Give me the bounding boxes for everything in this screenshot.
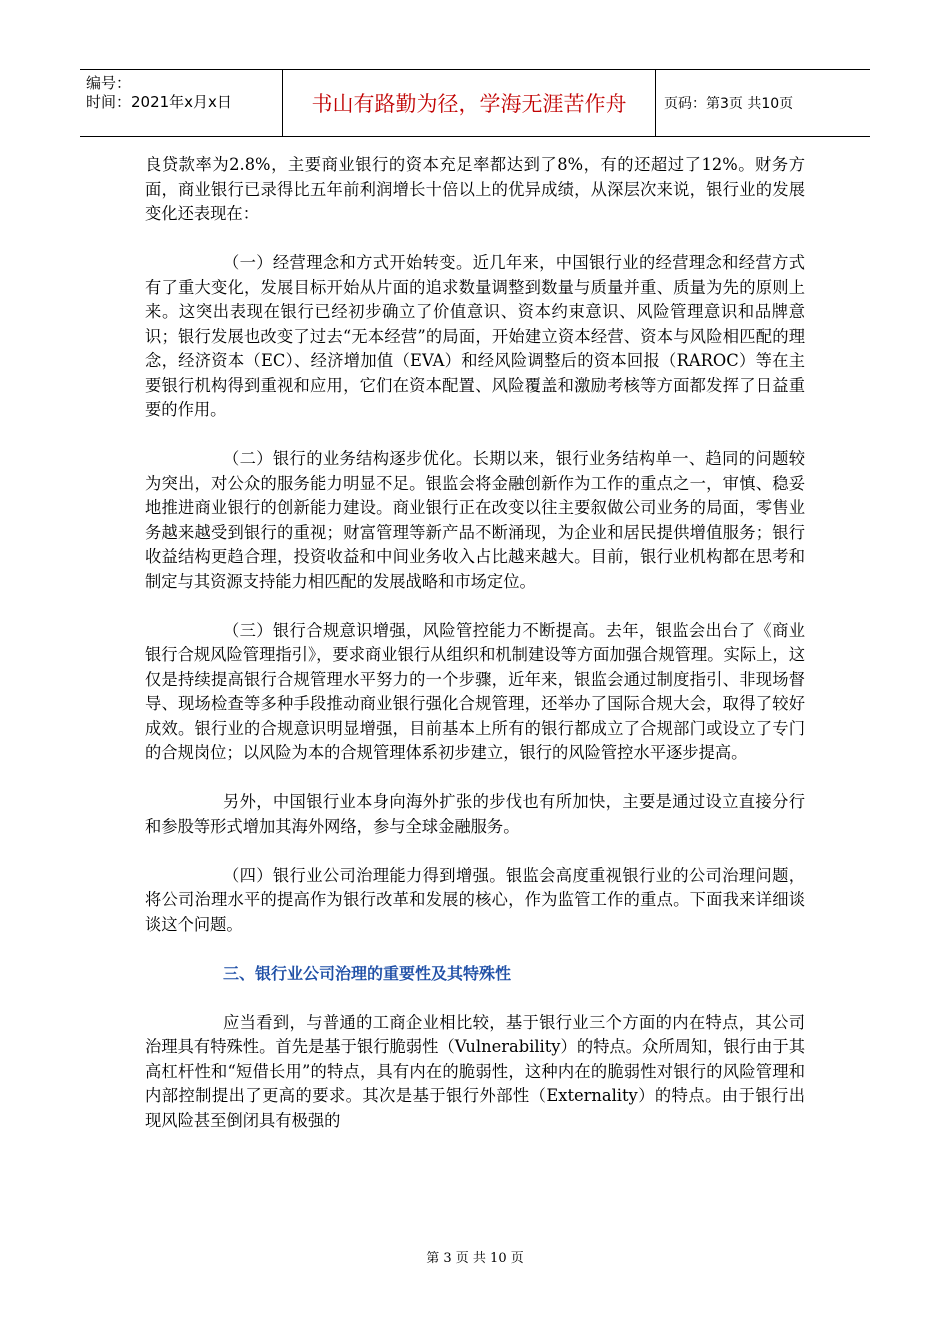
page-header: [80, 69, 870, 137]
paragraph: （三）银行合规意识增强，风险管控能力不断提高。去年，银监会出台了《商业银行合规风险管理指引》，要求商业银行从组织和机制建设等方面加强合规管理。实际上，这仅是持续提高银行合规管理水平努力的一个步骤，近年来，银监会通过制度指引、非现场督导、现场检查等多种手段推动商业银行强化合规管理，还举办了国际合规大会，取得了较好成效。银行业的合规意识明显增强，目前基本上所有的银行都成立了合规部门或设立了专门的合规岗位；以风险为本的合规管理体系初步建立，银行的风险管控水平逐步提高。: [145, 620, 805, 762]
page-footer: 第 3 页 共 10 页: [426, 1251, 524, 1266]
paragraph: 良贷款率为2.8%，主要商业银行的资本充足率都达到了8%，有的还超过了12%。财务方面，商业银行已录得比五年前利润增长十倍以上的优异成绩，从深层次来说，银行业的发展变化还表现在：: [145, 155, 805, 223]
paragraph: （四）银行业公司治理能力得到增强。银监会高度重视银行业的公司治理问题，将公司治理水平的提高作为银行改革和发展的核心，作为监管工作的重点。下面我来详细谈谈这个问题。: [145, 865, 805, 934]
header-meta: [80, 70, 283, 136]
paragraph: 应当看到，与普通的工商企业相比较，基于银行业三个方面的内在特点，其公司治理具有特殊性。首先是基于银行脆弱性（Vulnerability）的特点。众所周知，银行由于其高杠杆性和“短借长用”的特点，具有内在的脆弱性，这种内在的脆弱性对银行的风险管理和内部控制提出了更高的要求。其次是基于银行外部性（Externality）的特点。由于银行出现风险甚至倒闭具有极强的: [145, 1012, 805, 1130]
header-motto: 书山有路勤为径，学海无涯苦作舟: [283, 70, 656, 136]
document-time-label: 时间：2021年x月x日: [86, 93, 232, 111]
document-body: [145, 153, 805, 1158]
paragraph: （二）银行的业务结构逐步优化。长期以来，银行业务结构单一、趋同的问题较为突出，对公众的服务能力明显不足。银监会将金融创新作为工作的重点之一，审慎、稳妥地推进商业银行的创新能力建设。商业银行正在改变以往主要叙做公司业务的局面，零售业务越来越受到银行的重视；财富管理等新产品不断涌现，为企业和居民提供增值服务；银行收益结构更趋合理，投资收益和中间业务收入占比越来越大。目前，银行业机构都在思考和制定与其资源支持能力相匹配的发展战略和市场定位。: [145, 449, 805, 591]
section-heading: 三、银行业公司治理的重要性及其特殊性: [223, 963, 512, 983]
paragraph: 另外，中国银行业本身向海外扩张的步伐也有所加快，主要是通过设立直接分行和参股等形式增加其海外网络，参与全球金融服务。: [145, 792, 805, 836]
header-page-label: 页码：第3页 共10页: [664, 96, 794, 112]
paragraph: （一）经营理念和方式开始转变。近几年来，中国银行业的经营理念和经营方式有了重大变化，发展目标开始从片面的追求数量调整到数量与质量并重、质量为先的原则上来。这突出表现在银行已经初步确立了价值意识、资本约束意识、风险管理意识和品牌意识；银行发展也改变了过去“无本经营”的局面，开始建立资本经营、资本与风险相匹配的理念，经济资本（EC）、经济增加值（EVA）和经风险调整后的资本回报（RAROC）等在主要银行机构得到重视和应用，它们在资本配置、风险覆盖和激励考核等方面都发挥了日益重要的作用。: [145, 253, 805, 419]
document-number-label: 编号：: [86, 74, 132, 92]
